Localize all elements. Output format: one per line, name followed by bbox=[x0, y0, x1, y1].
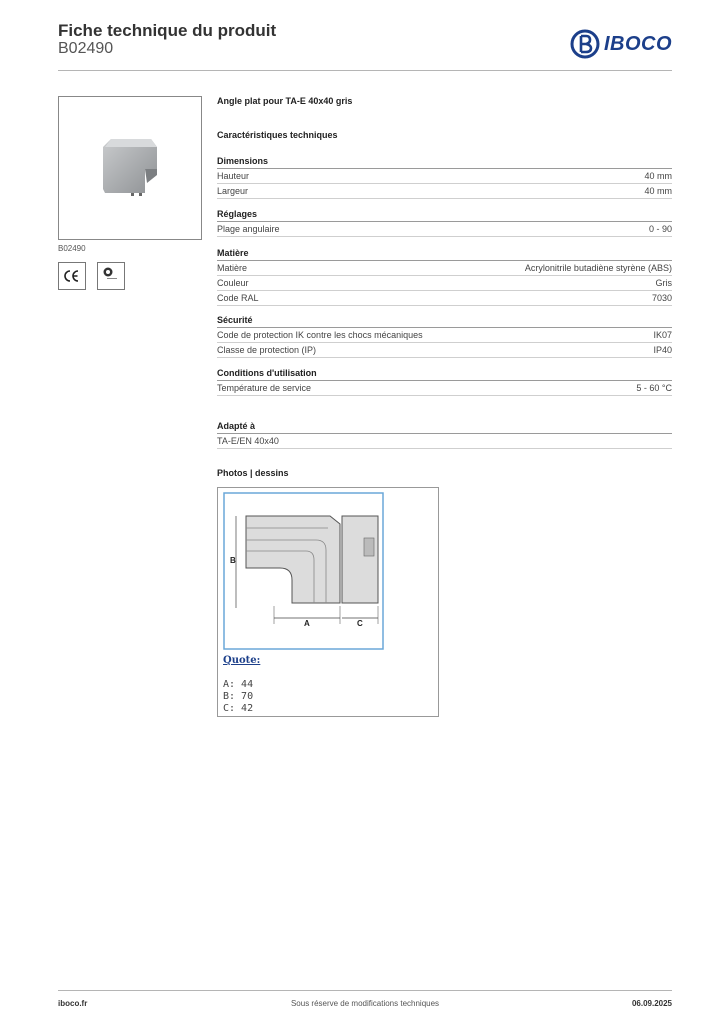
spec-label: Température de service bbox=[217, 383, 312, 393]
ce-mark-icon bbox=[58, 262, 86, 290]
spec-value: Gris bbox=[655, 278, 672, 288]
photo-caption: B02490 bbox=[58, 244, 86, 253]
spec-section-conditions bbox=[217, 367, 672, 396]
quote-title: Quote: bbox=[223, 655, 261, 666]
product-name: Angle plat pour TA-E 40x40 gris bbox=[217, 96, 353, 106]
section-title: Réglages bbox=[217, 208, 672, 222]
spec-label: TA-E/EN 40x40 bbox=[217, 436, 279, 446]
spec-row bbox=[217, 276, 672, 291]
spec-value: 40 mm bbox=[644, 171, 672, 181]
spec-row bbox=[217, 381, 672, 396]
footer-date: 06.09.2025 bbox=[631, 999, 672, 1008]
quote-line: A: 44 bbox=[223, 679, 254, 690]
page-title: Fiche technique du produit bbox=[58, 21, 277, 40]
section-title: Dimensions bbox=[217, 155, 672, 169]
spec-label: Matière bbox=[217, 263, 248, 273]
spec-label: Plage angulaire bbox=[217, 224, 280, 234]
tech-heading: Caractéristiques techniques bbox=[217, 130, 338, 140]
spec-value: 40 mm bbox=[644, 186, 672, 196]
product-code: B02490 bbox=[58, 40, 114, 57]
quote-line: B: 70 bbox=[223, 691, 254, 702]
certification-logo-icon bbox=[97, 262, 125, 290]
dim-label-b: B bbox=[230, 556, 236, 565]
spec-section-reglages bbox=[217, 208, 672, 237]
logo-text: IBOCO bbox=[603, 32, 672, 55]
spec-row bbox=[217, 184, 672, 199]
spec-section-securite bbox=[217, 314, 672, 358]
spec-value: 5 - 60 °C bbox=[636, 383, 672, 393]
spec-value: IK07 bbox=[653, 330, 672, 340]
spec-label: Classe de protection (IP) bbox=[217, 345, 317, 355]
section-title: Conditions d'utilisation bbox=[217, 367, 672, 381]
page-header bbox=[58, 20, 672, 71]
footer-disclaimer: Sous réserve de modifications techniques bbox=[290, 999, 440, 1008]
spec-section-matiere bbox=[217, 247, 672, 306]
spec-label: Code de protection IK contre les chocs mécaniques bbox=[217, 330, 423, 340]
spec-row bbox=[217, 343, 672, 358]
section-title: Sécurité bbox=[217, 314, 672, 328]
iboco-logo bbox=[570, 29, 672, 59]
spec-row bbox=[217, 291, 672, 306]
spec-section-adapte bbox=[217, 420, 672, 449]
spec-value: 7030 bbox=[651, 293, 672, 303]
spec-label: Code RAL bbox=[217, 293, 259, 303]
product-photo bbox=[58, 96, 202, 240]
dimension-drawing bbox=[218, 488, 438, 653]
dim-label-a: A bbox=[304, 619, 310, 628]
product-image bbox=[59, 97, 201, 239]
spec-row bbox=[217, 222, 672, 237]
photos-title: Photos | dessins bbox=[217, 468, 289, 478]
spec-label: Couleur bbox=[217, 278, 249, 288]
spec-row bbox=[217, 169, 672, 184]
dim-label-c: C bbox=[357, 619, 363, 628]
section-title: Adapté à bbox=[217, 420, 672, 434]
spec-row bbox=[217, 328, 672, 343]
page-footer bbox=[58, 990, 672, 1011]
spec-value: IP40 bbox=[653, 345, 672, 355]
spec-row bbox=[217, 261, 672, 276]
technical-drawing bbox=[217, 487, 439, 717]
section-title: Matière bbox=[217, 247, 672, 261]
spec-section-dimensions bbox=[217, 155, 672, 199]
quote-line: C: 42 bbox=[223, 703, 254, 714]
spec-label: Hauteur bbox=[217, 171, 250, 181]
spec-value: 0 - 90 bbox=[648, 224, 672, 234]
spec-value: Acrylonitrile butadiène styrène (ABS) bbox=[524, 263, 672, 273]
footer-website: iboco.fr bbox=[58, 999, 88, 1008]
spec-label: Largeur bbox=[217, 186, 249, 196]
iboco-logo-icon bbox=[570, 29, 600, 59]
spec-row bbox=[217, 434, 672, 449]
